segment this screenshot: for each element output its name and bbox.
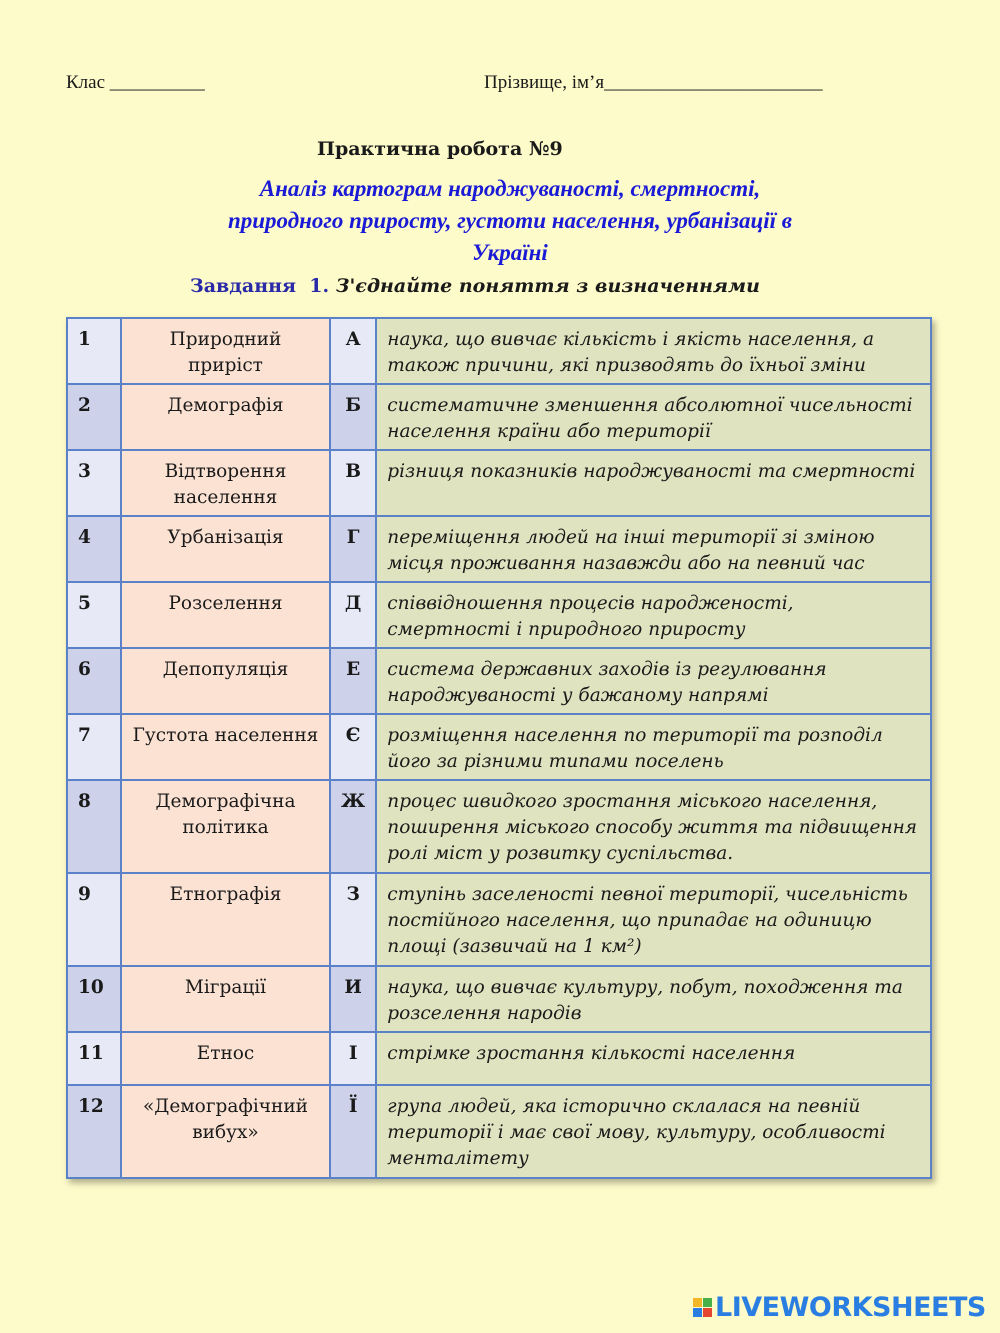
table-row [67,714,931,780]
logo-text: LIVEWORKSHEETS [715,1292,986,1323]
letter-cell: Ї [330,1085,376,1178]
row-number: 4 [67,516,121,582]
letter-cell: Є [330,714,376,780]
row-number: 3 [67,450,121,516]
row-number: 8 [67,780,121,873]
letter-cell: Б [330,384,376,450]
letter-cell: И [330,966,376,1032]
table-row [67,384,931,450]
term-cell: Міграції [121,966,330,1032]
term-cell: Демографічна політика [121,780,330,873]
term-cell: «Демографічний вибух» [121,1085,330,1178]
logo-block [703,1298,712,1307]
letter-cell: Ж [330,780,376,873]
term-cell: Етнос [121,1032,330,1085]
table-row [67,780,931,873]
definition-cell: наука, що вивчає культуру, побут, походження та розселення народів [376,966,931,1032]
logo-blocks-icon [693,1298,712,1317]
row-number: 12 [67,1085,121,1178]
row-number: 2 [67,384,121,450]
logo-block [693,1298,702,1307]
task-heading [190,275,760,297]
letter-cell: Г [330,516,376,582]
letter-cell: В [330,450,376,516]
term-cell: Депопуляція [121,648,330,714]
work-title: Практична робота №9 [317,138,563,160]
letter-cell: А [330,318,376,384]
row-number: 1 [67,318,121,384]
term-cell: Розселення [121,582,330,648]
term-cell: Відтворення населення [121,450,330,516]
row-number: 5 [67,582,121,648]
definition-cell: систематичне зменшення абсолютної чисельності населення країни або території [376,384,931,450]
task-label: Завдання [190,275,297,297]
task-instruction: З'єднайте поняття з визначеннями [335,275,760,297]
definition-cell: група людей, яка історично склалася на певній території і має свої мову, культуру, особливості менталітету [376,1085,931,1178]
class-field-label: Клас __________ [66,72,205,93]
row-number: 11 [67,1032,121,1085]
table-row [67,966,931,1032]
task-number: 1. [309,275,330,297]
row-number: 10 [67,966,121,1032]
letter-cell: З [330,873,376,966]
student-name-field-label: Прізвище, ім’я_______________________ [484,72,823,93]
term-cell: Демографія [121,384,330,450]
term-cell: Природний приріст [121,318,330,384]
matching-table [66,317,932,1179]
main-title-line: Україні [472,240,548,265]
term-cell: Урбанізація [121,516,330,582]
definition-cell: розміщення населення по території та розподіл його за різними типами поселень [376,714,931,780]
row-number: 6 [67,648,121,714]
letter-cell: Д [330,582,376,648]
logo-block [693,1308,702,1317]
definition-cell: наука, що вивчає кількість і якість населення, а також причини, які призводять до їхньої зміни [376,318,931,384]
table-row [67,318,931,384]
liveworksheets-logo [693,1292,986,1323]
definition-cell: співвідношення процесів народженості, смертності і природного приросту [376,582,931,648]
table-row [67,1085,931,1178]
letter-cell: Е [330,648,376,714]
letter-cell: І [330,1032,376,1085]
term-cell: Густота населення [121,714,330,780]
term-cell: Етнографія [121,873,330,966]
table-row [67,1032,931,1085]
row-number: 9 [67,873,121,966]
main-title [60,173,960,269]
row-number: 7 [67,714,121,780]
definition-cell: переміщення людей на інші території зі зміною місця проживання назавжди або на певний час [376,516,931,582]
definition-cell: система державних заходів із регулювання народжуваності у бажаному напрямі [376,648,931,714]
definition-cell: різниця показників народжуваності та смертності [376,450,931,516]
main-title-line: природного приросту, густоти населення, урбанізації в [227,208,793,233]
definition-cell: процес швидкого зростання міського населення, поширення міського способу життя та підвищення ролі міст у розвитку суспільства. [376,780,931,873]
logo-block [703,1308,712,1317]
table-row [67,516,931,582]
table-row [67,648,931,714]
main-title-line: Аналіз картограм народжуваності, смертності, [259,176,761,201]
definition-cell: ступінь заселеності певної території, чисельність постійного населення, що припадає на одиницю площі (зазвичай на 1 км²) [376,873,931,966]
table-row [67,450,931,516]
definition-cell: стрімке зростання кількості населення [376,1032,931,1085]
table-row [67,873,931,966]
table-row [67,582,931,648]
